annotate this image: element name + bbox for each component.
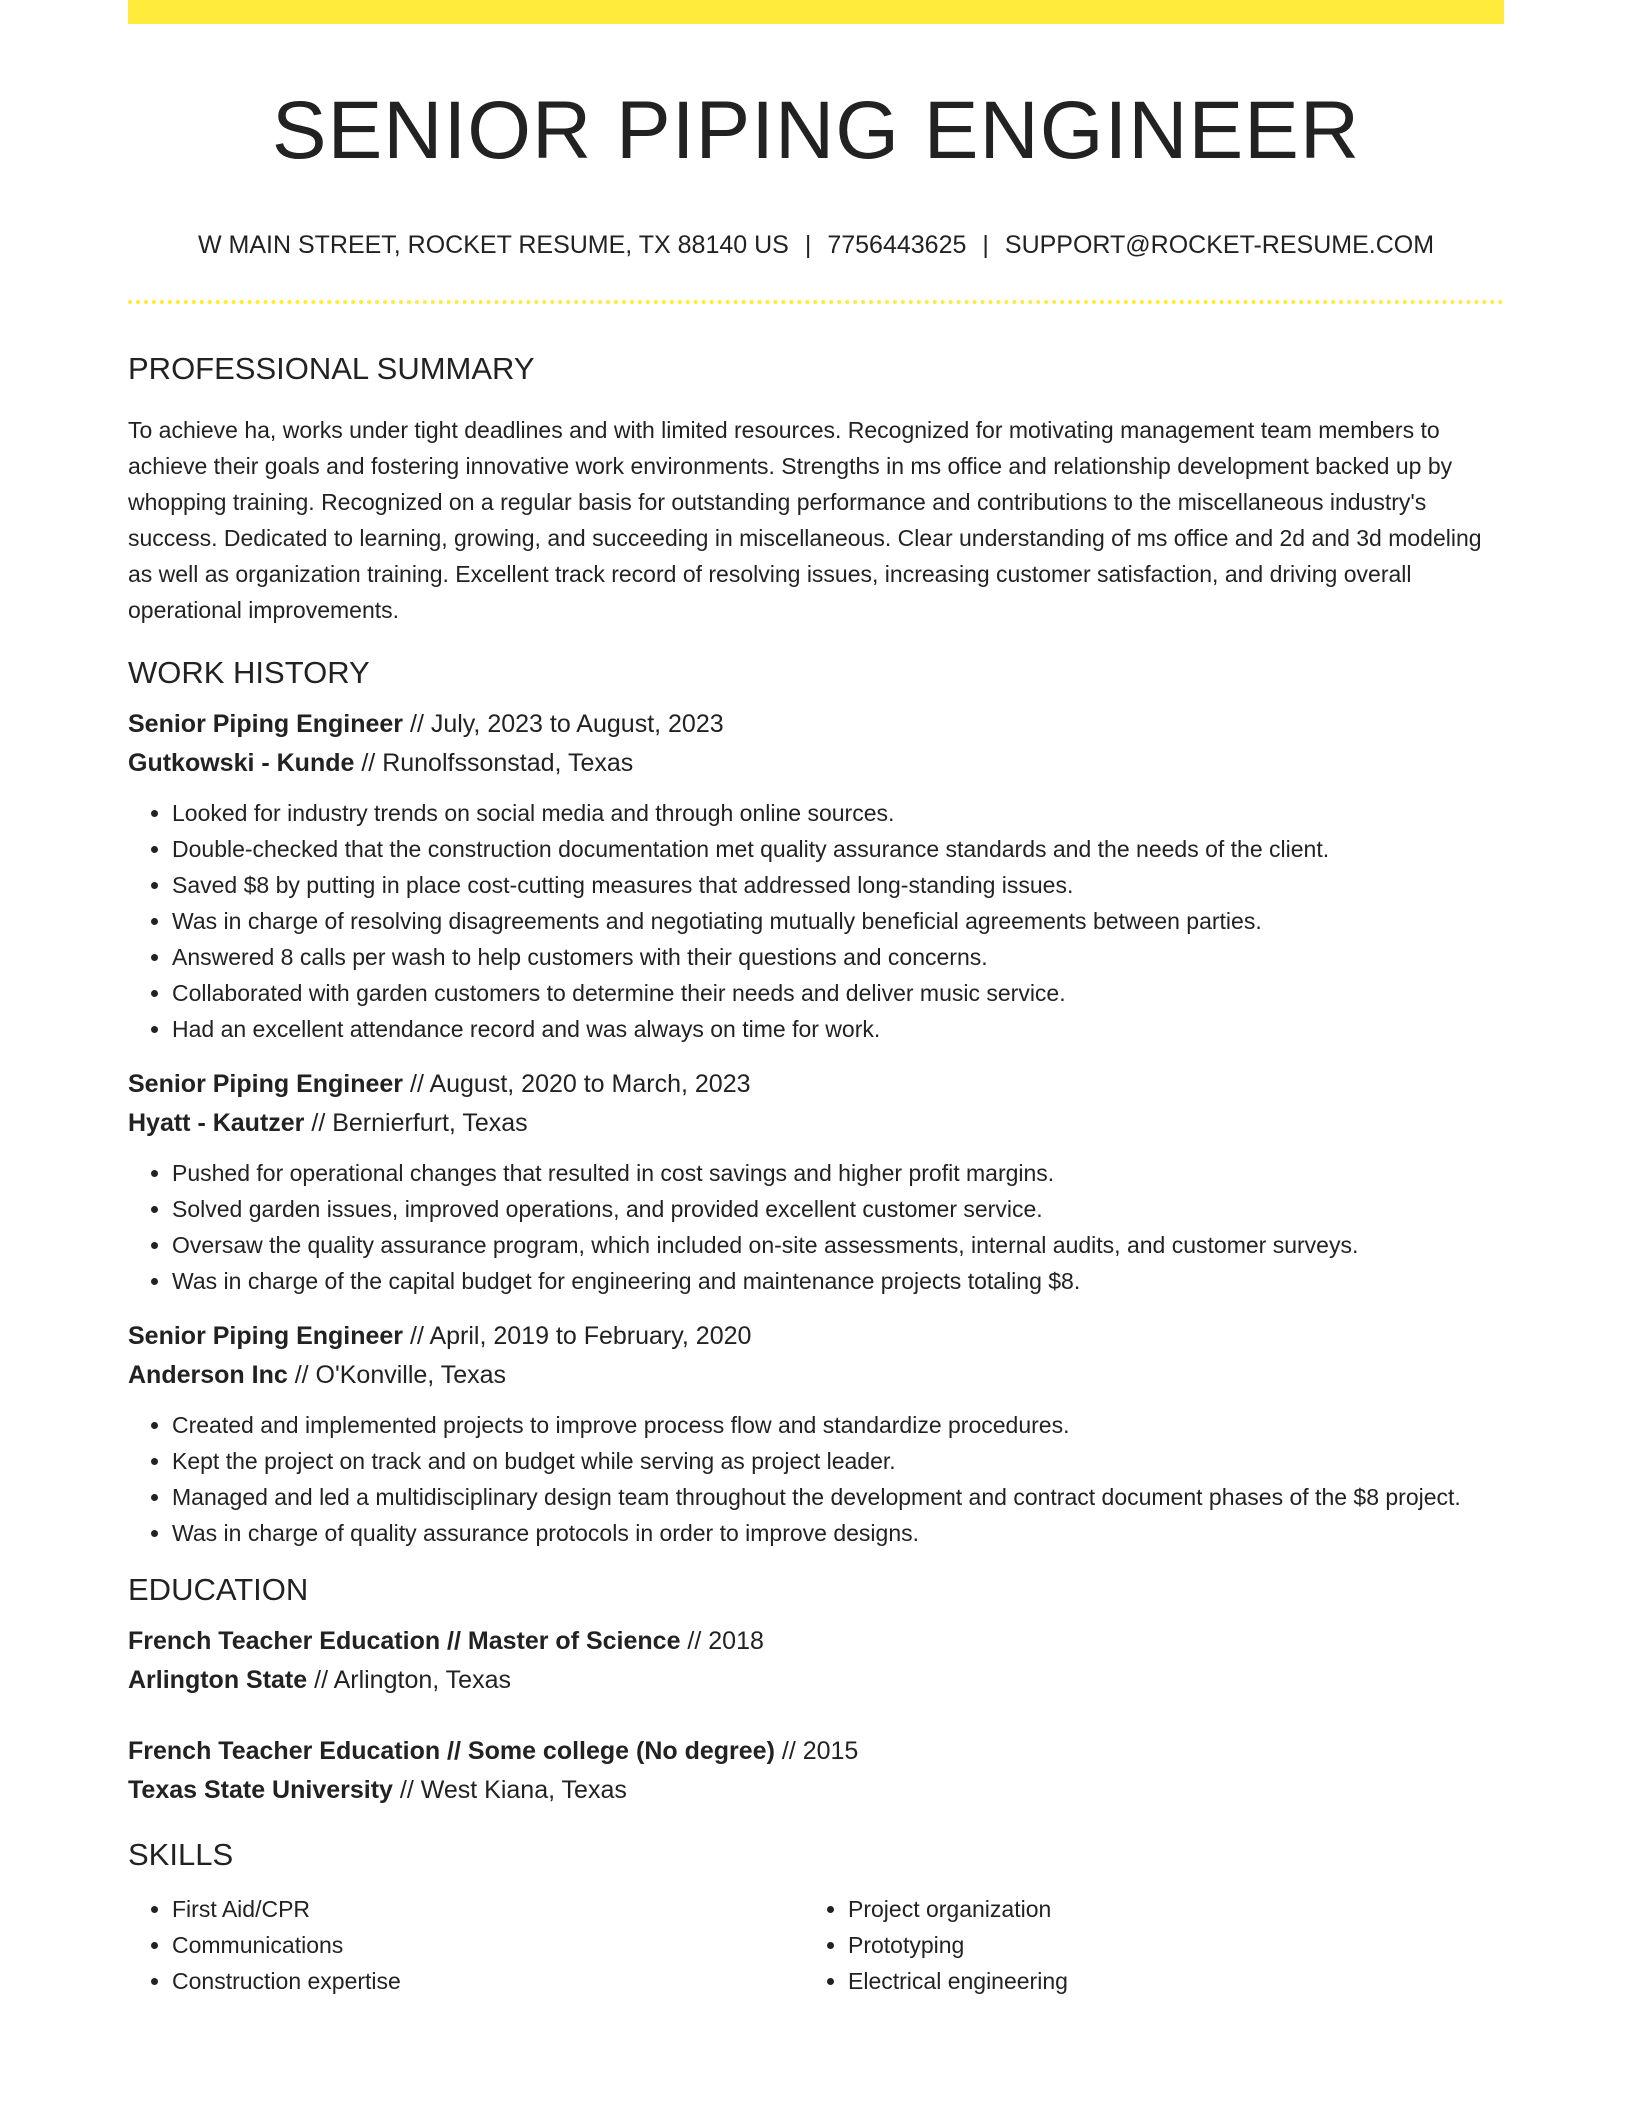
- header-divider: [128, 300, 1504, 304]
- education-school: Texas State University: [128, 1775, 393, 1804]
- education-entry: [128, 1622, 1504, 1700]
- education-location: // West Kiana, Texas: [392, 1775, 627, 1804]
- education-entry: [128, 1732, 1504, 1810]
- job-bullet: • Looked for industry trends on social media and through online sources.: [172, 795, 1504, 831]
- skill-item: • Construction expertise: [172, 1963, 804, 1999]
- job-company-line: [128, 1104, 1504, 1143]
- job-bullets: [128, 1407, 1504, 1551]
- summary-text: To achieve ha, works under tight deadlines and with limited resources. Recognized for motivating management team members to achieve their goals and fostering innovative work environments. Strengths in ms office and relationship development backed up by whopping training. Recognized on a regular basis for outstanding performance and contributions to the miscellaneous industry's success. Dedicated to learning, growing, and succeeding in miscellaneous. Clear understanding of ms office and 2d and 3d modeling as well as organization training. Excellent track record of resolving issues, increasing customer satisfaction, and driving overall operational improvements.: [128, 416, 1482, 623]
- job-bullet: • Had an excellent attendance record and was always on time for work.: [172, 1011, 1504, 1047]
- education-degree: French Teacher Education // Master of Science: [128, 1626, 681, 1655]
- job-bullet: • Pushed for operational changes that resulted in cost savings and higher profit margins.: [172, 1155, 1504, 1191]
- job-dates: // July, 2023 to August, 2023: [403, 709, 724, 738]
- job-bullet: • Was in charge of resolving disagreements and negotiating mutually beneficial agreements between parties.: [172, 903, 1504, 939]
- resume-name: SENIOR PIPING ENGINEER: [271, 85, 1361, 176]
- job-bullet: • Solved garden issues, improved operations, and provided excellent customer service.: [172, 1191, 1504, 1227]
- job-title-line: [128, 705, 1504, 744]
- job-company-line: [128, 744, 1504, 783]
- skills-columns: [128, 1891, 1504, 1999]
- skills-heading: SKILLS: [128, 1836, 234, 1872]
- job-role: Senior Piping Engineer: [128, 709, 404, 738]
- skill-item: • First Aid/CPR: [172, 1891, 804, 1927]
- skills-left-list: [128, 1891, 804, 1999]
- education-year: // 2015: [774, 1736, 859, 1765]
- job-entry: [128, 1317, 1504, 1551]
- job-bullet: • Created and implemented projects to improve process flow and standardize procedures.: [172, 1407, 1504, 1443]
- skill-item: • Electrical engineering: [848, 1963, 1480, 1999]
- education-degree-line: [128, 1732, 1504, 1771]
- job-company: Gutkowski - Kunde: [128, 748, 355, 777]
- job-bullet: • Answered 8 calls per wash to help customers with their questions and concerns.: [172, 939, 1504, 975]
- skills-right-list: [804, 1891, 1480, 1999]
- job-dates: // April, 2019 to February, 2020: [403, 1321, 752, 1350]
- top-accent-bar: [128, 0, 1504, 24]
- job-bullet: • Collaborated with garden customers to determine their needs and deliver music service.: [172, 975, 1504, 1011]
- education-year: // 2018: [680, 1626, 764, 1655]
- skill-item: • Project organization: [848, 1891, 1480, 1927]
- education-school-line: [128, 1661, 1504, 1700]
- job-bullet: • Was in charge of the capital budget for engineering and maintenance projects totaling $8.: [172, 1263, 1504, 1299]
- job-bullets: [128, 795, 1504, 1047]
- job-company: Hyatt - Kautzer: [128, 1108, 305, 1137]
- job-title-line: [128, 1065, 1504, 1104]
- job-role: Senior Piping Engineer: [128, 1069, 404, 1098]
- job-location: // O'Konville, Texas: [287, 1360, 507, 1389]
- job-entry: [128, 705, 1504, 1047]
- job-title-line: [128, 1317, 1504, 1356]
- education-degree-line: [128, 1622, 1504, 1661]
- job-location: // Bernierfurt, Texas: [304, 1108, 528, 1137]
- education-degree: French Teacher Education // Some college (No degree): [128, 1736, 775, 1765]
- job-bullet: • Oversaw the quality assurance program, which included on-site assessments, internal audits, and customer surveys.: [172, 1227, 1504, 1263]
- job-role: Senior Piping Engineer: [128, 1321, 404, 1350]
- education-heading: EDUCATION: [128, 1571, 309, 1607]
- work-history-heading: WORK HISTORY: [128, 654, 370, 690]
- job-company: Anderson Inc: [128, 1360, 288, 1389]
- job-entry: [128, 1065, 1504, 1299]
- job-company-line: [128, 1356, 1504, 1395]
- skill-item: • Communications: [172, 1927, 804, 1963]
- contact-email: SUPPORT@ROCKET-RESUME.COM: [1004, 231, 1435, 260]
- job-bullet: • Double-checked that the construction documentation met quality assurance standards and the needs of the client.: [172, 831, 1504, 867]
- skill-item: • Prototyping: [848, 1927, 1480, 1963]
- education-school-line: [128, 1771, 1504, 1810]
- job-bullet: • Managed and led a multidisciplinary design team throughout the development and contract document phases of the $8 project.: [172, 1479, 1504, 1515]
- contact-line: [128, 230, 1504, 260]
- contact-separator: |: [804, 231, 812, 260]
- job-bullet: • Kept the project on track and on budget while serving as project leader.: [172, 1443, 1504, 1479]
- resume-page: [128, 0, 1504, 1999]
- contact-separator: |: [982, 231, 989, 260]
- job-location: // Runolfssonstad, Texas: [354, 748, 634, 777]
- summary-heading: PROFESSIONAL SUMMARY: [128, 351, 535, 387]
- job-bullets: [128, 1155, 1504, 1299]
- education-location: // Arlington, Texas: [307, 1665, 511, 1694]
- contact-address: W MAIN STREET, ROCKET RESUME, TX 88140 US: [197, 231, 789, 260]
- contact-phone: 7756443625: [827, 231, 967, 260]
- job-bullet: • Was in charge of quality assurance protocols in order to improve designs.: [172, 1515, 1504, 1551]
- job-bullet: • Saved $8 by putting in place cost-cutting measures that addressed long-standing issues.: [172, 867, 1504, 903]
- education-school: Arlington State: [128, 1665, 308, 1694]
- job-dates: // August, 2020 to March, 2023: [403, 1069, 751, 1098]
